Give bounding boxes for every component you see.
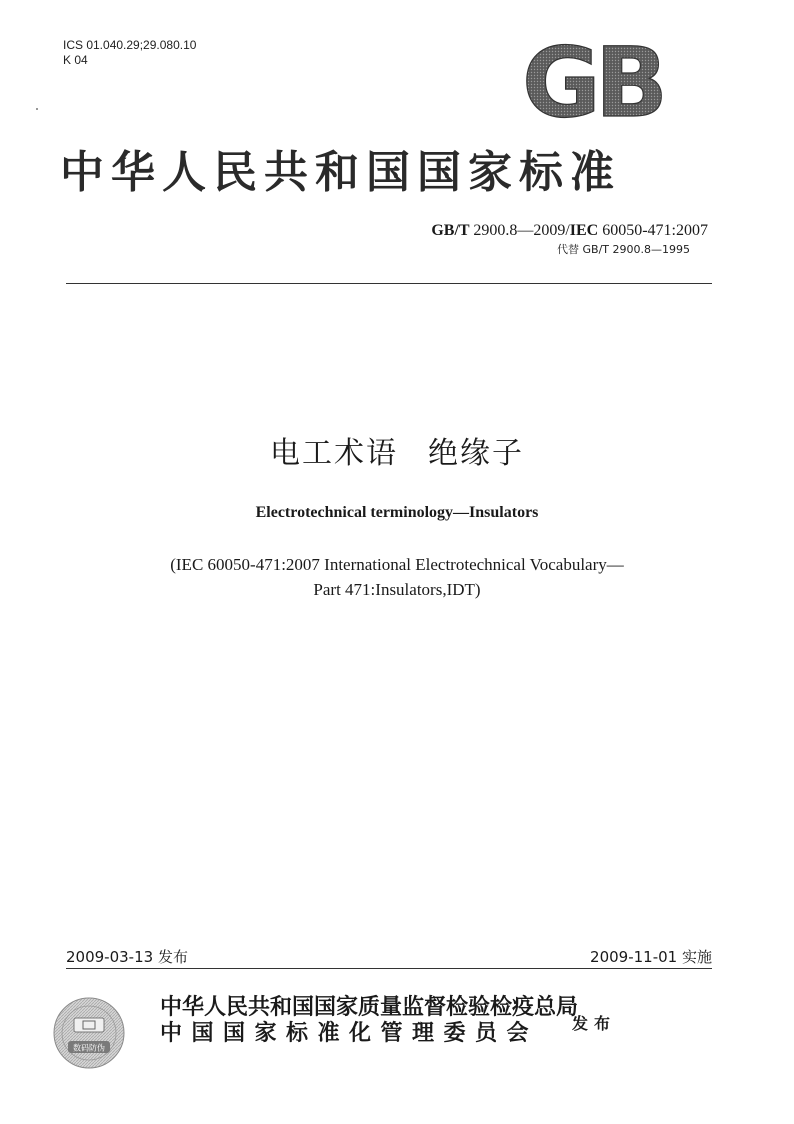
std-iec: 60050-471:2007: [602, 222, 708, 239]
issuer-line2: 中国国家标准化管理委员会: [160, 1021, 539, 1046]
implementation-date: 2009-11-01 实施: [590, 948, 712, 966]
std-prefix: GB/T: [431, 222, 470, 239]
replaces-standard: 代替 GB/T 2900.8—1995: [557, 243, 690, 256]
publish-label: 发布: [572, 1014, 617, 1033]
top-divider: [66, 283, 712, 284]
chinese-title-part2: 绝缘子: [428, 436, 524, 471]
iec-reference: [0, 552, 794, 602]
classification-codes: [63, 38, 196, 68]
gb-logo-icon: [515, 38, 670, 123]
seal-text: 数码防伪: [73, 1043, 105, 1053]
iec-reference-line2: Part 471:Insulators,IDT): [313, 580, 481, 599]
issuing-authorities: [160, 995, 578, 1047]
chinese-title-part1: 电工术语: [270, 436, 398, 471]
gb-logo-text: GB: [522, 38, 662, 123]
iec-reference-line1: (IEC 60050-471:2007 International Electrotechnical Vocabulary—: [170, 555, 624, 574]
anti-counterfeit-seal-icon: [52, 996, 126, 1070]
scan-speck: [36, 108, 38, 110]
bottom-divider: [66, 968, 712, 969]
issue-date: 2009-03-13 发布: [66, 948, 188, 966]
std-iec-prefix: IEC: [569, 222, 599, 239]
english-title: Electrotechnical terminology—Insulators: [255, 504, 539, 521]
national-standard-title: 中华人民共和国国家标准: [60, 147, 621, 198]
std-main: 2900.8—2009/: [473, 222, 570, 239]
ccs-code: K 04: [63, 53, 88, 67]
issuer-line1: 中华人民共和国国家质量监督检验检疫总局: [160, 995, 579, 1020]
ics-code: ICS 01.040.29;29.080.10: [63, 38, 197, 52]
standard-number: [431, 222, 708, 240]
chinese-title: [0, 428, 794, 472]
